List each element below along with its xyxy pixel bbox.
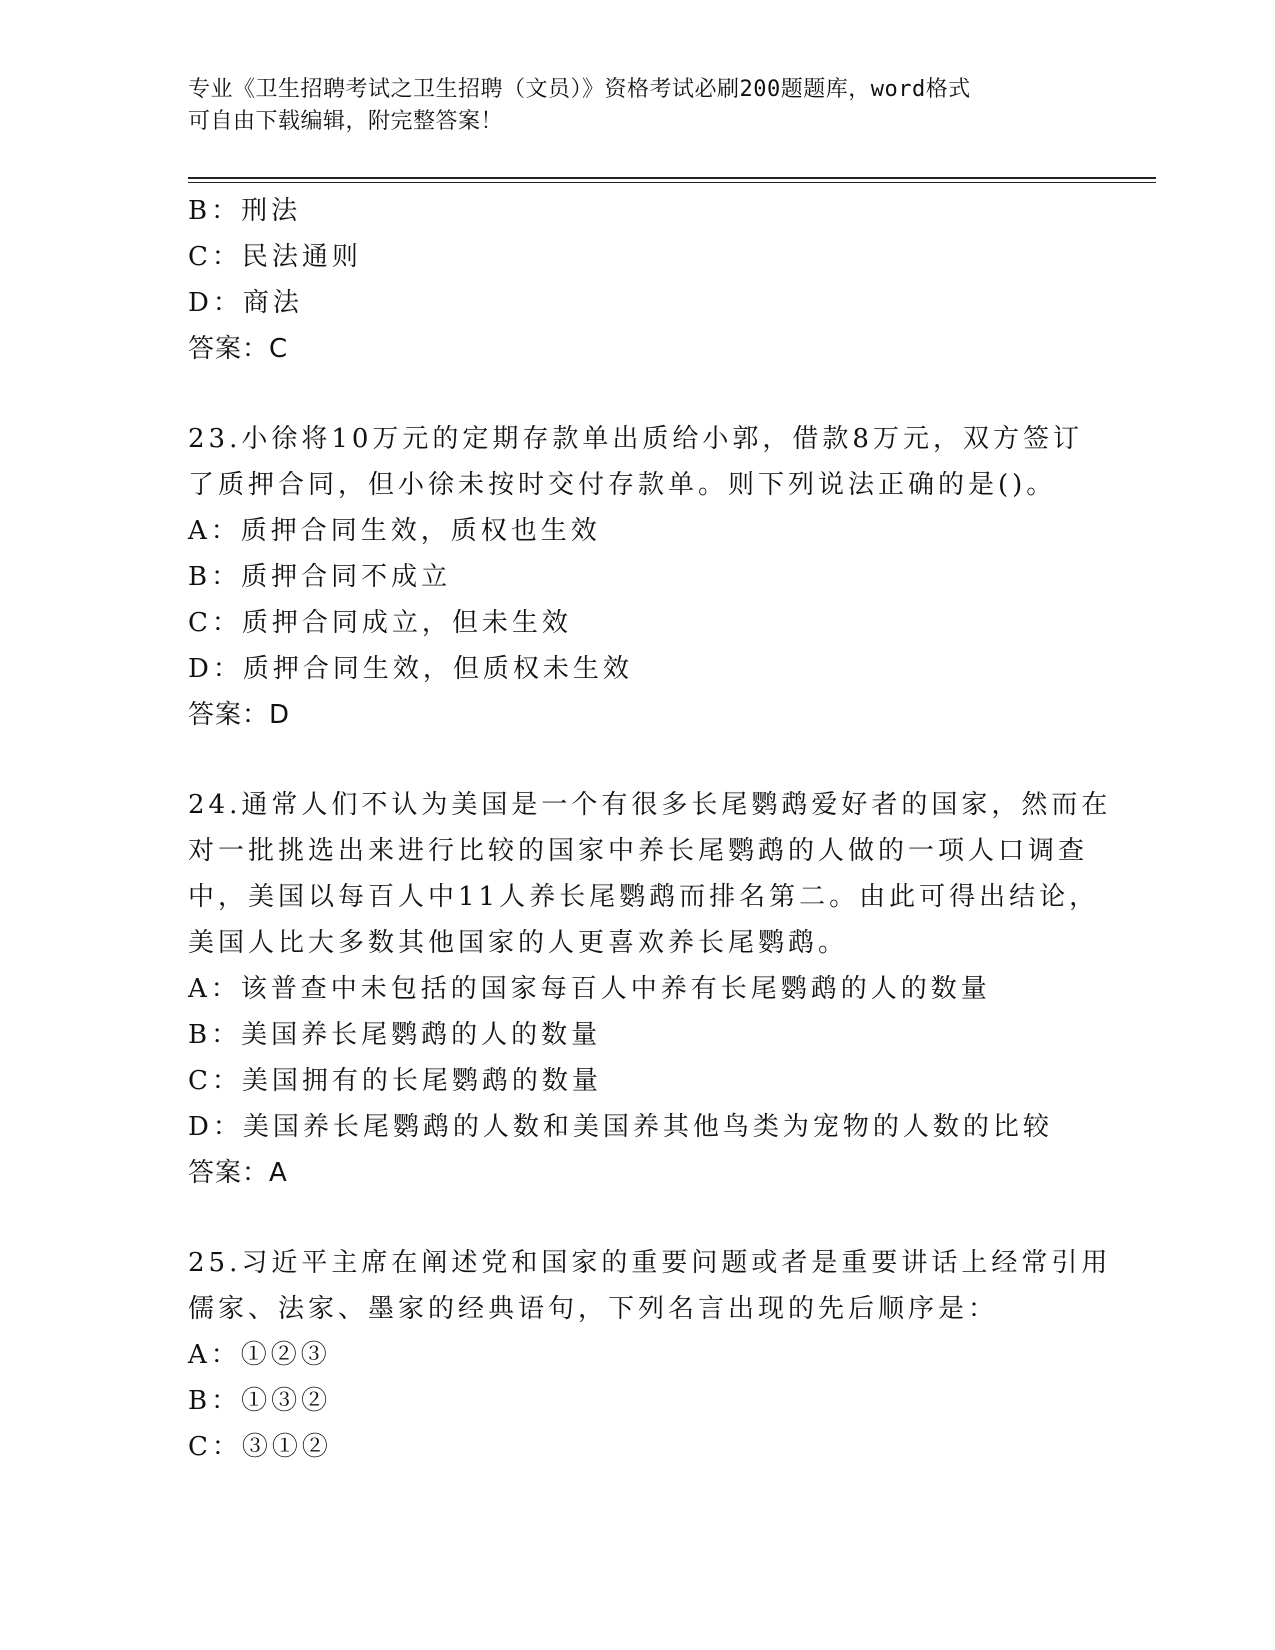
header-line-2: 可自由下载编辑，附完整答案！ (188, 109, 504, 134)
spacer (188, 372, 1088, 416)
header-divider-thick (188, 177, 1156, 179)
header-line-1: 专业《卫生招聘考试之卫生招聘（文员）》资格考试必刷200题题库，word格式 (188, 77, 971, 102)
question-stem-line: 23.小徐将10万元的定期存款单出质给小郭，借款8万元，双方签订 (188, 424, 1083, 454)
option-a: A：质押合同生效，质权也生效 (188, 516, 601, 546)
question-stem-line: 美国人比大多数其他国家的人更喜欢养长尾鹦鹉。 (188, 928, 849, 958)
question-stem-line: 儒家、法家、墨家的经典语句，下列名言出现的先后顺序是： (188, 1294, 999, 1324)
question-24 (188, 782, 1112, 1196)
question-stem-line: 25.习近平主席在阐述党和国家的重要问题或者是重要讲话上经常引用 (188, 1248, 1112, 1278)
spacer (188, 1196, 1088, 1240)
option-d: D：美国养长尾鹦鹉的人数和美国养其他鸟类为宠物的人数的比较 (188, 1112, 1053, 1142)
option-a: A：①②③ (188, 1340, 331, 1370)
option-a: A：该普查中未包括的国家每百人中养有长尾鹦鹉的人的数量 (188, 974, 991, 1004)
question-stem-line: 24.通常人们不认为美国是一个有很多长尾鹦鹉爱好者的国家，然而在 (188, 790, 1112, 820)
header-divider-thin (188, 182, 1156, 183)
question-list (188, 188, 1112, 1470)
option-b: B：美国养长尾鹦鹉的人的数量 (188, 1020, 602, 1050)
question-25 (188, 1240, 1112, 1470)
option-c: C：美国拥有的长尾鹦鹉的数量 (188, 1066, 602, 1096)
option-b: B：①③② (188, 1386, 332, 1416)
option-c: C：③①② (188, 1432, 332, 1462)
question-23 (188, 416, 1088, 738)
option-b: B：刑法 (188, 196, 302, 226)
answer-text: 答案：C (188, 334, 289, 364)
option-c: C：民法通则 (188, 242, 362, 272)
question-22-continued (188, 188, 1088, 372)
answer-text: 答案：D (188, 700, 291, 730)
option-c: C：质押合同成立，但未生效 (188, 608, 572, 638)
answer-text: 答案：A (188, 1158, 288, 1188)
question-stem-line: 了质押合同，但小徐未按时交付存款单。则下列说法正确的是()。 (188, 470, 1057, 500)
document-header (188, 74, 1088, 138)
question-stem-line: 中，美国以每百人中11人养长尾鹦鹉而排名第二。由此可得出结论， (188, 882, 1100, 912)
option-d: D：质押合同生效，但质权未生效 (188, 654, 633, 684)
spacer (188, 738, 1088, 782)
option-b: B：质押合同不成立 (188, 562, 452, 592)
option-d: D：商法 (188, 288, 303, 318)
question-stem-line: 对一批挑选出来进行比较的国家中养长尾鹦鹉的人做的一项人口调查 (188, 836, 1089, 866)
